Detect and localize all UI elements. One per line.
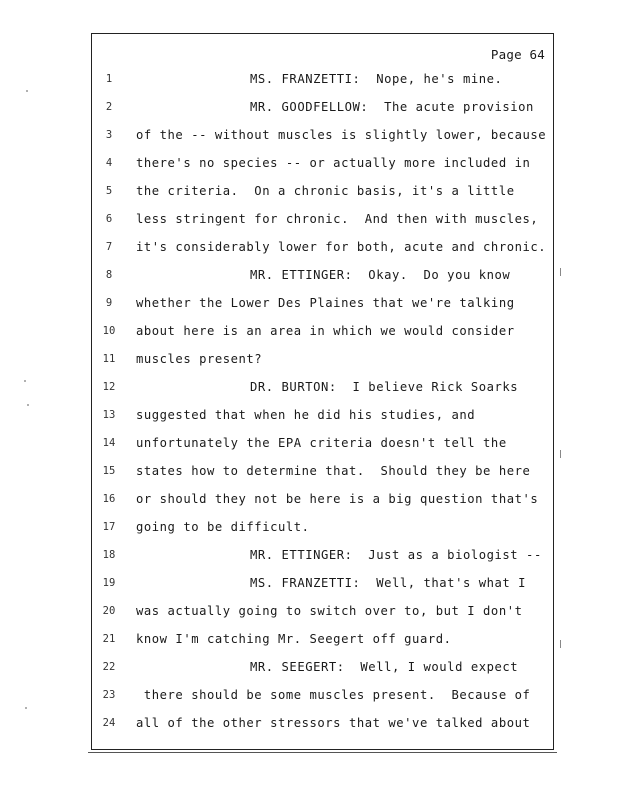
line-text: know I'm catching Mr. Seegert off guard. [136,632,452,646]
line-number: 13 [102,409,116,421]
line-number: 2 [105,101,113,113]
line-number: 5 [105,185,113,197]
line-number: 22 [102,661,116,673]
line-text: MR. GOODFELLOW: The acute provision [250,100,534,114]
line-number: 23 [102,689,116,701]
scan-artifact [560,450,561,458]
line-number: 18 [102,549,116,561]
transcript-line [92,212,553,240]
transcript-page [91,33,554,750]
transcript-line [92,408,553,436]
line-text: there's no species -- or actually more included in [136,156,531,170]
line-number: 19 [102,577,116,589]
line-text: it's considerably lower for both, acute and chronic. [136,240,547,254]
transcript-line [92,604,553,632]
line-text: less stringent for chronic. And then with muscles, [136,212,539,226]
line-text: muscles present? [136,352,263,366]
scan-artifact [27,404,29,406]
transcript-line [92,548,553,576]
transcript-line [92,240,553,268]
line-text: going to be difficult. [136,520,310,534]
line-text: MR. SEEGERT: Well, I would expect [250,660,519,674]
transcript-line [92,660,553,688]
scan-artifact [25,707,27,709]
line-text: MS. FRANZETTI: Well, that's what I [250,576,527,590]
line-text: MR. ETTINGER: Okay. Do you know [250,268,511,282]
line-number: 17 [102,521,116,533]
line-number: 21 [102,633,116,645]
scan-artifact [560,268,561,276]
line-text: unfortunately the EPA criteria doesn't tell the [136,436,507,450]
line-number: 24 [102,717,116,729]
line-number: 4 [105,157,113,169]
line-text: MS. FRANZETTI: Nope, he's mine. [250,72,503,86]
line-text: of the -- without muscles is slightly lower, because [136,128,547,142]
line-number: 11 [102,353,116,365]
line-number: 14 [102,437,116,449]
line-text: all of the other stressors that we've talked about [136,716,531,730]
scan-artifact [560,640,561,648]
line-number: 1 [105,73,113,85]
transcript-line [92,156,553,184]
line-text: was actually going to switch over to, but I don't [136,604,523,618]
line-text: or should they not be here is a big question that's [136,492,539,506]
transcript-line [92,520,553,548]
line-number: 9 [105,297,113,309]
line-text: states how to determine that. Should they be here [136,464,531,478]
transcript-line [92,380,553,408]
line-text: MR. ETTINGER: Just as a biologist -- [250,548,542,562]
line-text: there should be some muscles present. Because of [136,688,531,702]
line-text: about here is an area in which we would consider [136,324,515,338]
line-number: 15 [102,465,116,477]
line-text: suggested that when he did his studies, and [136,408,476,422]
transcript-line [92,492,553,520]
transcript-line [92,576,553,604]
line-number: 20 [102,605,116,617]
scan-artifact [24,380,26,382]
page-number: Page 64 [490,47,545,62]
line-number: 6 [105,213,113,225]
line-text: whether the Lower Des Plaines that we're talking [136,296,515,310]
line-number: 12 [102,381,116,393]
transcript-line [92,268,553,296]
transcript-line [92,632,553,660]
line-text: DR. BURTON: I believe Rick Soarks [250,380,519,394]
transcript-line [92,352,553,380]
transcript-line [92,716,553,744]
line-text: the criteria. On a chronic basis, it's a little [136,184,515,198]
line-number: 3 [105,129,113,141]
transcript-line [92,184,553,212]
transcript-line [92,464,553,492]
transcript-line [92,688,553,716]
line-number: 8 [105,269,113,281]
transcript-line [92,72,553,100]
transcript-line [92,128,553,156]
scan-artifact [26,90,28,92]
line-number: 7 [105,241,113,253]
transcript-line [92,324,553,352]
transcript-line [92,296,553,324]
transcript-line [92,100,553,128]
transcript-line [92,436,553,464]
line-number: 10 [102,325,116,337]
line-number: 16 [102,493,116,505]
